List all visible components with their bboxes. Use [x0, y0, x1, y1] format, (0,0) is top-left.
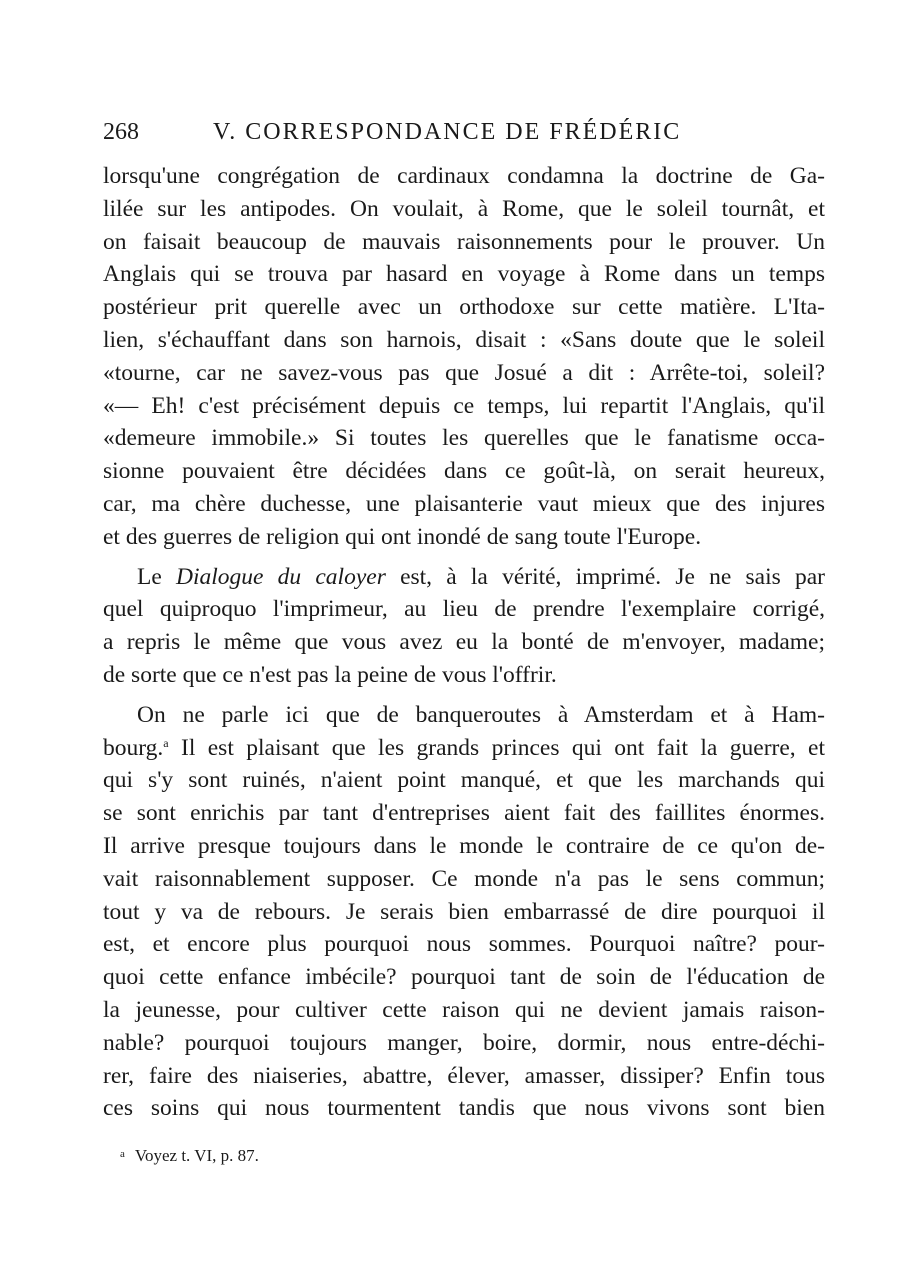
- text-line: de sorte que ce n'est pas la peine de vous l'offrir.: [103, 661, 557, 688]
- text-line: «tourne, car ne savez-vous pas que Josué a dit : Arrête-toi, soleil?: [103, 359, 825, 386]
- text-line: On ne parle ici que de banqueroutes à Amsterdam et à Ham-: [137, 701, 825, 728]
- text-line: vait raisonnablement supposer. Ce monde n'a pas le sens commun;: [103, 865, 825, 892]
- text-line: «demeure immobile.» Si toutes les querelles que le fanatisme occa-: [103, 425, 825, 452]
- text-line: qui s'y sont ruinés, n'aient point manqué, et que les marchands qui: [103, 767, 825, 794]
- text-line: rer, faire des niaiseries, abattre, élever, amasser, dissiper? Enfin tous: [103, 1062, 825, 1089]
- text-line: on faisait beaucoup de mauvais raisonnements pour le prouver. Un: [103, 228, 825, 255]
- text-line: est, et encore plus pourquoi nous sommes. Pourquoi naître? pour-: [103, 931, 825, 958]
- book-title: Dialogue du caloyer: [176, 563, 386, 590]
- footnote-text: Voyez t. VI, p. 87.: [134, 1146, 259, 1165]
- page-number: 268: [103, 119, 139, 145]
- text-line: nable? pourquoi toujours manger, boire, dormir, nous entre-déchi-: [103, 1029, 825, 1056]
- text-line: Anglais qui se trouva par hasard en voyage à Rome dans un temps: [103, 261, 825, 288]
- text-line: se sont enrichis par tant d'entreprises aient fait des faillites énormes.: [103, 800, 825, 827]
- text-line: Il arrive presque toujours dans le monde le contraire de ce qu'on de-: [103, 832, 825, 859]
- text-line: lorsqu'une congrégation de cardinaux condamna la doctrine de Ga-: [103, 163, 825, 189]
- text-line: quoi cette enfance imbécile? pourquoi tant de soin de l'éducation de: [103, 964, 825, 991]
- text-line: sionne pouvaient être décidées dans ce goût-là, on serait heureux,: [103, 458, 825, 485]
- text-line: lilée sur les antipodes. On voulait, à Rome, que le soleil tournât, et: [103, 195, 825, 222]
- running-title: V. CORRESPONDANCE DE FRÉDÉRIC: [213, 119, 682, 145]
- footnote-mark: a: [120, 1148, 125, 1160]
- body-text: [103, 160, 825, 1125]
- text-line: «— Eh! c'est précisément depuis ce temps, lui repartit l'Anglais, qu'il: [103, 392, 825, 419]
- text-line: et des guerres de religion qui ont inondé de sang toute l'Europe.: [103, 523, 702, 550]
- page-header: [103, 116, 723, 148]
- text-line: postérieur prit querelle avec un orthodoxe sur cette matière. L'Ita-: [103, 294, 825, 321]
- paragraph-3: [103, 699, 825, 1125]
- text-line: quel quiproquo l'imprimeur, au lieu de prendre l'exemplaire corrigé,: [103, 596, 825, 623]
- text-line: Le Dialogue du caloyer est, à la vérité, imprimé. Je ne sais par: [137, 563, 825, 590]
- paragraph-1: [103, 160, 825, 554]
- text-line: a repris le même que vous avez eu la bonté de m'envoyer, madame;: [103, 629, 825, 656]
- text-line: bourg.$^a$ Il est plaisant que les grands princes qui ont fait la guerre, et: [103, 734, 825, 761]
- footnote: [120, 1142, 259, 1168]
- footnote-reference[interactable]: a: [163, 735, 169, 750]
- text-line: ces soins qui nous tourmentent tandis que nous vivons sont bien: [103, 1095, 825, 1122]
- text-line: la jeunesse, pour cultiver cette raison qui ne devient jamais raison-: [103, 996, 825, 1023]
- text-line: lien, s'échauffant dans son harnois, disait : «Sans doute que le soleil: [103, 326, 825, 353]
- text-line: tout y va de rebours. Je serais bien embarrassé de dire pourquoi il: [103, 898, 825, 925]
- text-line: car, ma chère duchesse, une plaisanterie vaut mieux que des injures: [103, 490, 825, 517]
- paragraph-2: [103, 561, 825, 692]
